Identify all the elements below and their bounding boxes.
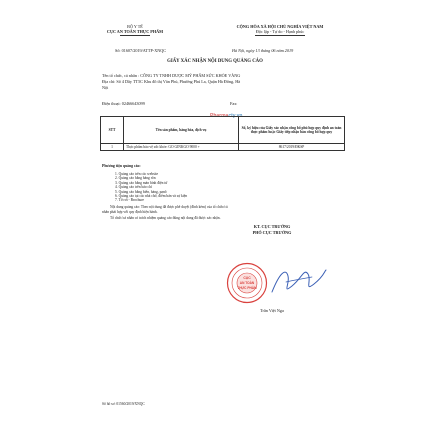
department-name: CỤC AN TOÀN THỰC PHẨM — [106, 29, 164, 34]
header-cert: Số, ký hiệu của Giấy xác nhận công bố phù hợp quy định an toàn thực phẩm hoặc Giấy tiếp nhận bản công bố hợp quy — [239, 117, 345, 144]
document-title: GIẤY XÁC NHẬN NỘI DUNG QUẢNG CÁO — [167, 59, 263, 64]
signer-name: Trần Việt Nga — [260, 308, 284, 313]
content-line-2: nhân phải hợp với quy định hiện hành. — [102, 210, 158, 214]
place-date: Hà Nội, ngày 13 tháng 06 năm 2019 — [232, 48, 294, 53]
org-name: Tên tổ chức, cá nhân : CÔNG TY TNHH DƯỢC MỸ PHẨM SỨC KHỎE VÀNG — [102, 73, 241, 78]
org-fax: Fax: — [230, 101, 238, 106]
list-item: 5. Quảng cáo bằng biển, bảng, panô — [115, 189, 167, 194]
product-table — [100, 116, 345, 151]
list-item: 7. Tờ rơi - Brochure — [115, 198, 144, 203]
content-line-1: Nội dung quảng cáo: Theo nội dung đã được phê duyệt (đính kèm) của tổ chức/cá — [110, 205, 228, 209]
header-left-rule — [120, 35, 150, 36]
ministry-name: BỘ Y TẾ — [127, 24, 143, 29]
list-item: 1. Quảng cáo trên các website — [115, 172, 159, 176]
media-list — [115, 172, 187, 203]
watermark-part2: cty.vn — [228, 113, 243, 119]
nation-motto: Độc lập - Tự do - Hạnh phúc — [255, 29, 305, 34]
svg-text:CỤC: CỤC — [243, 276, 251, 280]
footer-doc-number: Số hồ sơ: 01560/2019/XNQC — [102, 402, 145, 406]
svg-text:AN TOÀN: AN TOÀN — [239, 281, 255, 285]
org-address-cont: Nội — [102, 85, 109, 90]
row-cert: 8617/2019/ĐKSP — [239, 144, 345, 151]
svg-text:THỰC PHẨM: THỰC PHẨM — [237, 286, 257, 290]
list-item: 3. Quảng cáo bằng màn hình điện tử — [115, 180, 168, 185]
row-product: Thực phẩm bảo vệ sức khỏe: GO GINKGO 9000 + — [124, 144, 239, 151]
signature-role: PHÓ CỤC TRƯỞNG — [252, 230, 292, 235]
table-header-row — [101, 117, 345, 144]
list-item: 4. Quảng cáo trên báo chí — [115, 185, 152, 190]
list-item: 2. Quảng cáo bằng băng rôn — [115, 176, 156, 181]
header-right-rule — [255, 35, 305, 36]
org-phone: Điện thoại: 02466643099 — [102, 101, 145, 106]
watermark-part1: Pharma — [210, 113, 229, 119]
signature-kt: KT. CỤC TRƯỞNG — [253, 224, 291, 229]
responsibility-note: Tổ chức/cá nhân có trách nhiệm quảng cáo đúng nội dung đã được xác nhận. — [110, 216, 221, 220]
org-address: Địa chỉ: Số 4 Dãy TT5C Khu đô thị Văn Phú, Phường Phú La, Quận Hà Đông, Hà — [102, 79, 241, 84]
media-heading: Phương tiện quảng cáo: — [102, 164, 141, 168]
nation-title: CỘNG HÒA XÃ HỘI CHỦ NGHĨA VIỆT NAM — [236, 24, 324, 29]
official-stamp-icon — [226, 262, 268, 304]
header-stt: STT — [101, 117, 124, 144]
row-stt: 1 — [101, 144, 124, 151]
table-row — [101, 144, 345, 151]
doc-number: Số: 01607/2019/ATTP-XNQC — [115, 48, 167, 53]
handwritten-signature — [268, 262, 328, 300]
list-item: 6. Quảng cáo tại các nhà chờ, điểm bán và sự kiện — [115, 194, 188, 199]
header-product: Tên sản phẩm, hàng hóa, dịch vụ — [124, 117, 239, 144]
